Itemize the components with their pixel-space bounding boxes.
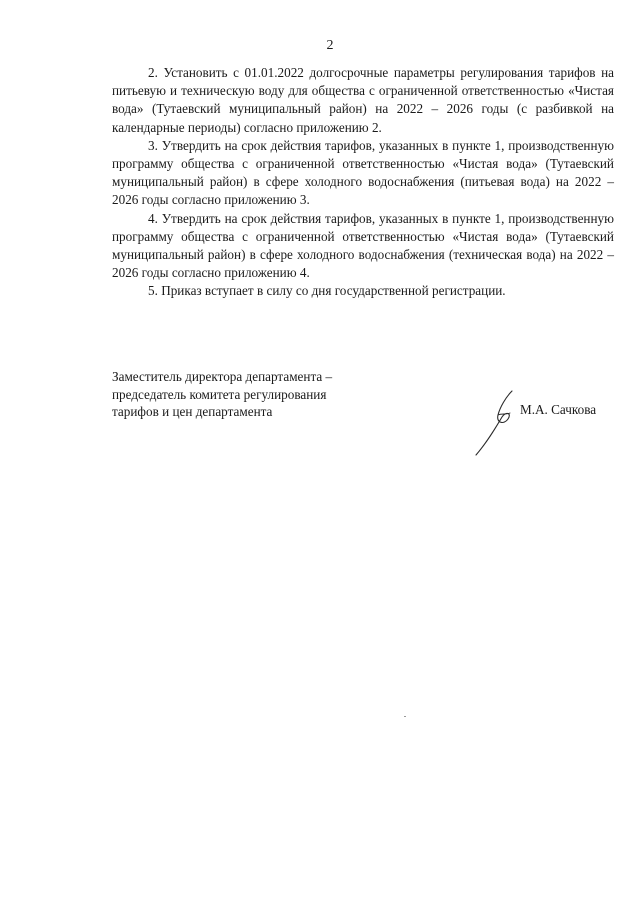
handwritten-signature — [470, 385, 530, 460]
paragraph-2: 2. Установить с 01.01.2022 долгосрочные параметры регулирования тарифов на питьевую и техническую воду для общества с ограниченной ответственностью «Чистая вода» (Тутаевский муниципальный район) на 2022 – 2026 годы (с разбивкой на календарные периоды) согласно приложению 2. — [112, 65, 614, 135]
paragraph-4: 4. Утвердить на срок действия тарифов, указанных в пункте 1, производственную программу общества с ограниченной ответственностью «Чистая вода» (Тутаевский муниципальный район) в сфере холодного водоснабжения (техническая вода) на 2022 – 2026 годы согласно приложению 4. — [112, 210, 614, 281]
signatory-name: М.А. Сачкова — [520, 402, 597, 417]
document-body — [112, 64, 614, 301]
signatory-title-line: Заместитель директора департамента – — [112, 369, 333, 384]
paragraph-5: 5. Приказ вступает в силу со дня государственной регистрации. — [148, 283, 506, 299]
signatory-title-line: тарифов и цен департамента — [112, 404, 273, 419]
signatory-title-line: председатель комитета регулирования — [112, 386, 327, 402]
page-number: 2 — [326, 38, 334, 53]
signatory-title — [112, 368, 412, 421]
scan-speck — [404, 716, 406, 717]
paragraph-3: 3. Утвердить на срок действия тарифов, указанных в пункте 1, производственную программу общества с ограниченной ответственностью «Чистая вода» (Тутаевский муниципальный район) в сфере холодного водоснабжения (питьевая вода) на 2022 – 2026 годы согласно приложению 3. — [112, 137, 614, 208]
